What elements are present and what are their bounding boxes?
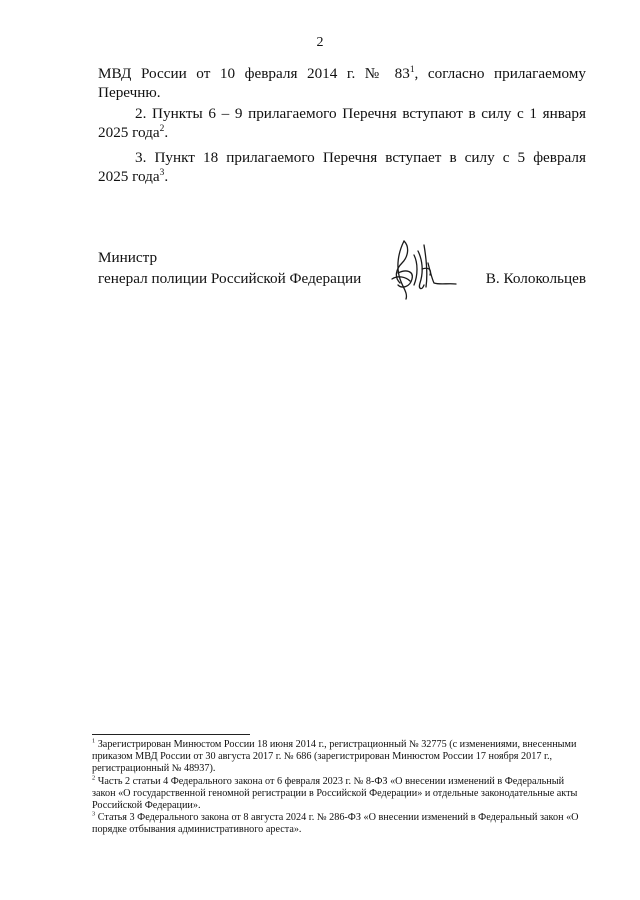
footnote-divider [92, 734, 250, 735]
signer-name: В. Колокольцев [485, 270, 586, 287]
footnote-ref-2: 2 [159, 123, 165, 134]
footnote-2 [92, 776, 586, 813]
footnote-ref-1: 1 [409, 64, 415, 75]
paragraph-3-line-1: 3. Пункт 18 прилагаемого Перечня вступает в силу с 5 февраля [135, 149, 586, 166]
paragraph-1-line-2: Перечню. [98, 84, 161, 101]
page-number: 2 [316, 35, 324, 50]
footnote-1-text: Зарегистрирован Минюстом России 18 июня 2014 г., регистрационный № 32775 (с изменениями, внесенными приказом МВД России от 30 августа 2017 г. № 686 (зарегистрирован Минюстом России 17 ноября 2017 г., регистрационный № 48937). [92, 739, 577, 775]
signer-title-line-1: Министр [98, 249, 158, 266]
footnotes [92, 739, 586, 837]
footnote-1 [92, 739, 586, 776]
paragraph-1-line-1 [98, 64, 586, 83]
footnote-ref-3: 3 [159, 167, 165, 178]
paragraph-2-text: 2025 года [98, 124, 160, 141]
paragraph-2-line-2 [98, 123, 586, 142]
paragraph-3-line-2 [98, 167, 586, 186]
signer-title-line-2: генерал полиции Российской Федерации [98, 270, 362, 287]
footnote-3 [92, 812, 586, 836]
paragraph-1-text-tail: , согласно прилагаемому [414, 65, 587, 82]
paragraph-2 [98, 104, 586, 142]
paragraph-1-text: МВД России от 10 февраля 2014 г. № 83 [98, 65, 410, 82]
paragraph-2-text-tail: . [164, 124, 169, 141]
paragraph-3-text-tail: . [164, 168, 169, 185]
paragraph-3-text: 2025 года [98, 168, 160, 185]
footnote-2-marker: 2 [92, 774, 96, 782]
footnote-3-marker: 3 [92, 810, 96, 818]
paragraph-2-line-1: 2. Пункты 6 – 9 прилагаемого Перечня вступают в силу с 1 января [135, 105, 586, 122]
paragraph-1 [98, 64, 586, 102]
footnote-1-marker: 1 [92, 737, 96, 745]
footnote-2-text: Часть 2 статьи 4 Федерального закона от 6 февраля 2023 г. № 8-ФЗ «О внесении изменений в Федеральный закон «О государственной геномной регистрации в Российской Федерации» и отдельные законодательные акты Российской Федерации». [92, 775, 578, 812]
footnote-3-text: Статья 3 Федерального закона от 8 августа 2024 г. № 286-ФЗ «О внесении изменений в Федеральный закон «О порядке отбывания административного ареста». [92, 812, 579, 836]
handwritten-signature [384, 233, 464, 305]
paragraph-3 [98, 148, 586, 186]
